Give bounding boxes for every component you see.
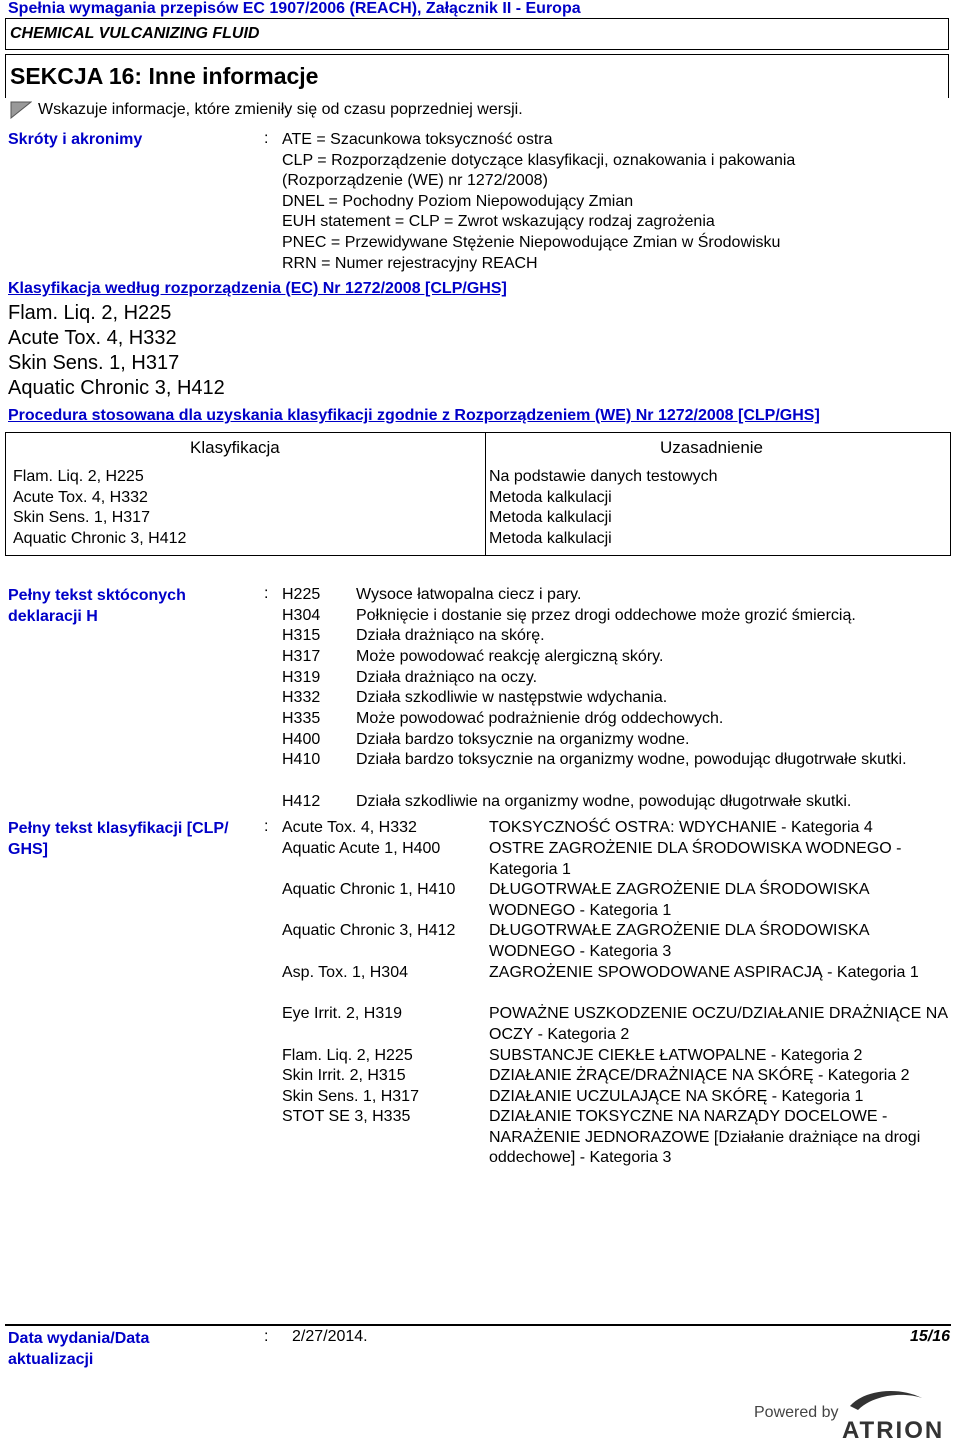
clp-text: ZAGROŻENIE SPOWODOWANE ASPIRACJĄ - Kategoria 1 <box>489 964 919 981</box>
h-statements-label <box>8 585 186 627</box>
changes-note: Wskazuje informacje, które zmieniły się od czasu poprzedniej wersji. <box>38 101 523 118</box>
h-code: H335 <box>282 710 321 727</box>
h-statements-label-line: Pełny tekst sktóconych <box>8 587 186 604</box>
clp-text: DZIAŁANIE TOKSYCZNE NA NARZĄDY DOCELOWE - NARAŻENIE JEDNORAZOWE [Działanie drażniące na drogi oddechowe] - Kategoria 3 <box>489 1108 921 1167</box>
clp-classification-item: Acute Tox. 4, H332 <box>8 327 177 349</box>
footer-date-value: 2/27/2014. <box>292 1328 368 1345</box>
abbreviation-item: EUH statement = CLP = Zwrot wskazujący rodzaj zagrożenia <box>282 213 715 231</box>
h-text: Działa szkodliwie w następstwie wdychania. <box>356 689 668 706</box>
clp-code: Skin Sens. 1, H317 <box>282 1088 419 1105</box>
clp-classification-item: Skin Sens. 1, H317 <box>8 352 180 374</box>
clp-code: Asp. Tox. 1, H304 <box>282 964 408 981</box>
table-cell: Na podstawie danych testowych <box>489 468 718 485</box>
clp-classification-item: Aquatic Chronic 3, H412 <box>8 377 225 399</box>
h-text: Wysoce łatwopalna ciecz i pary. <box>356 586 582 603</box>
change-marker-icon <box>10 101 32 119</box>
abbreviations-colon: : <box>264 130 269 147</box>
clp-full-label-line: GHS] <box>8 841 48 858</box>
product-name: CHEMICAL VULCANIZING FLUID <box>10 25 260 42</box>
clp-text: POWAŻNE USZKODZENIE OCZU/DZIAŁANIE DRAŻNIĄCE NA OCZY - Kategoria 2 <box>489 1005 948 1043</box>
footer-date-label-line: aktualizacji <box>8 1351 94 1368</box>
footer-colon: : <box>264 1328 269 1345</box>
clp-code: Flam. Liq. 2, H225 <box>282 1047 413 1064</box>
abbreviation-item: RRN = Numer rejestracyjny REACH <box>282 254 538 272</box>
footer-rule <box>5 1324 951 1326</box>
h-code: H410 <box>282 751 321 768</box>
table-cell: Metoda kalkulacji <box>489 488 612 506</box>
h-code: H400 <box>282 731 321 748</box>
abbreviation-item: (Rozporządzenie (WE) nr 1272/2008) <box>282 172 548 190</box>
table-cell: Acute Tox. 4, H332 <box>13 488 148 506</box>
table-header-justification: Uzasadnienie <box>660 438 764 457</box>
h-text: Połknięcie i dostanie się przez drogi oddechowe może grozić śmiercią. <box>356 607 856 624</box>
h-code: H317 <box>282 648 321 665</box>
powered-by-text: Powered by <box>754 1404 839 1421</box>
clp-text: DZIAŁANIE UCZULAJĄCE NA SKÓRĘ - Kategoria 1 <box>489 1088 864 1105</box>
h-code: H304 <box>282 607 321 624</box>
clp-text: TOKSYCZNOŚĆ OSTRA: WDYCHANIE - Kategoria 4 <box>489 819 873 836</box>
abbreviations-label: Skróty i akronimy <box>8 131 143 148</box>
table-cell: Flam. Liq. 2, H225 <box>13 468 144 485</box>
clp-code: Aquatic Acute 1, H400 <box>282 840 441 857</box>
clp-code: Acute Tox. 4, H332 <box>282 819 417 836</box>
svg-text:ATRION: ATRION <box>842 1417 945 1442</box>
table-cell: Metoda kalkulacji <box>489 509 612 527</box>
table-cell: Aquatic Chronic 3, H412 <box>13 529 187 547</box>
h-code: H225 <box>282 586 321 603</box>
footer-date-label-line: Data wydania/Data <box>8 1330 150 1347</box>
section-title: SEKCJA 16: Inne informacje <box>10 63 319 89</box>
abbreviation-item: ATE = Szacunkowa toksyczność ostra <box>282 131 553 148</box>
clp-full-label-line: Pełny tekst klasyfikacji [CLP/ <box>8 820 229 837</box>
clp-code: Skin Irrit. 2, H315 <box>282 1067 406 1084</box>
clp-full-colon: : <box>264 818 269 835</box>
table-column-divider <box>485 433 486 555</box>
h-statements-label-line: deklaracji H <box>8 608 98 625</box>
procedure-heading: Procedura stosowana dla uzyskania klasyfikacji zgodnie z Rozporządzeniem (WE) Nr 1272/2008 [CLP/GHS] <box>8 407 820 424</box>
clp-code: Eye Irrit. 2, H319 <box>282 1005 403 1022</box>
abbreviation-item: PNEC = Przewidywane Stężenie Niepowodujące Zmian w Środowisku <box>282 233 781 251</box>
clp-text: OSTRE ZAGROŻENIE DLA ŚRODOWISKA WODNEGO - Kategoria 1 <box>489 840 902 878</box>
clp-classification-item: Flam. Liq. 2, H225 <box>8 302 172 324</box>
clp-code: Aquatic Chronic 1, H410 <box>282 881 456 898</box>
h-text: Może powodować reakcję alergiczną skóry. <box>356 648 664 665</box>
clp-text: DŁUGOTRWAŁE ZAGROŻENIE DLA ŚRODOWISKA WODNEGO - Kategoria 3 <box>489 922 869 960</box>
clp-classification-list <box>8 301 225 401</box>
table-header-classification: Klasyfikacja <box>190 438 280 457</box>
abbreviation-item: DNEL = Pochodny Poziom Niepowodujący Zmian <box>282 192 634 210</box>
h-code: H319 <box>282 669 321 686</box>
h-text: Działa bardzo toksycznie na organizmy wodne, powodując długotrwałe skutki. <box>356 751 907 768</box>
clp-code: Aquatic Chronic 3, H412 <box>282 922 456 939</box>
h-text: Działa drażniąco na oczy. <box>356 669 538 686</box>
clp-text: SUBSTANCJE CIEKŁE ŁATWOPALNE - Kategoria 2 <box>489 1047 863 1064</box>
h-code: H332 <box>282 689 321 706</box>
atrion-logo-icon <box>746 1388 956 1442</box>
page-number: 15/16 <box>909 1328 950 1345</box>
h-text: Działa drażniąco na skórę. <box>356 627 545 644</box>
h-text: Działa szkodliwie na organizmy wodne, powodując długotrwałe skutki. <box>356 793 852 810</box>
h-text: Może powodować podrażnienie dróg oddechowych. <box>356 710 724 727</box>
clp-code: STOT SE 3, H335 <box>282 1108 411 1125</box>
abbreviations-list <box>282 130 795 274</box>
clp-classification-heading: Klasyfikacja według rozporządzenia (EC) Nr 1272/2008 [CLP/GHS] <box>8 280 507 297</box>
table-cell: Skin Sens. 1, H317 <box>13 509 150 527</box>
clp-full-label <box>8 818 229 860</box>
procedure-classification-column <box>13 467 186 549</box>
h-code: H412 <box>282 793 321 810</box>
clp-text: DZIAŁANIE ŻRĄCE/DRAŻNIĄCE NA SKÓRĘ - Kategoria 2 <box>489 1067 910 1084</box>
procedure-justification-column <box>489 467 718 549</box>
h-statements-colon: : <box>264 585 269 602</box>
table-cell: Metoda kalkulacji <box>489 529 612 547</box>
clp-text: DŁUGOTRWAŁE ZAGROŻENIE DLA ŚRODOWISKA WODNEGO - Kategoria 1 <box>489 881 869 919</box>
document-header-title: Spełnia wymagania przepisów EC 1907/2006 (REACH), Załącznik II - Europa <box>8 0 581 17</box>
h-code: H315 <box>282 627 321 644</box>
abbreviation-item: CLP = Rozporządzenie dotyczące klasyfikacji, oznakowania i pakowania <box>282 151 796 169</box>
h-text: Działa bardzo toksycznie na organizmy wodne. <box>356 731 690 748</box>
footer-date-label <box>8 1328 149 1370</box>
